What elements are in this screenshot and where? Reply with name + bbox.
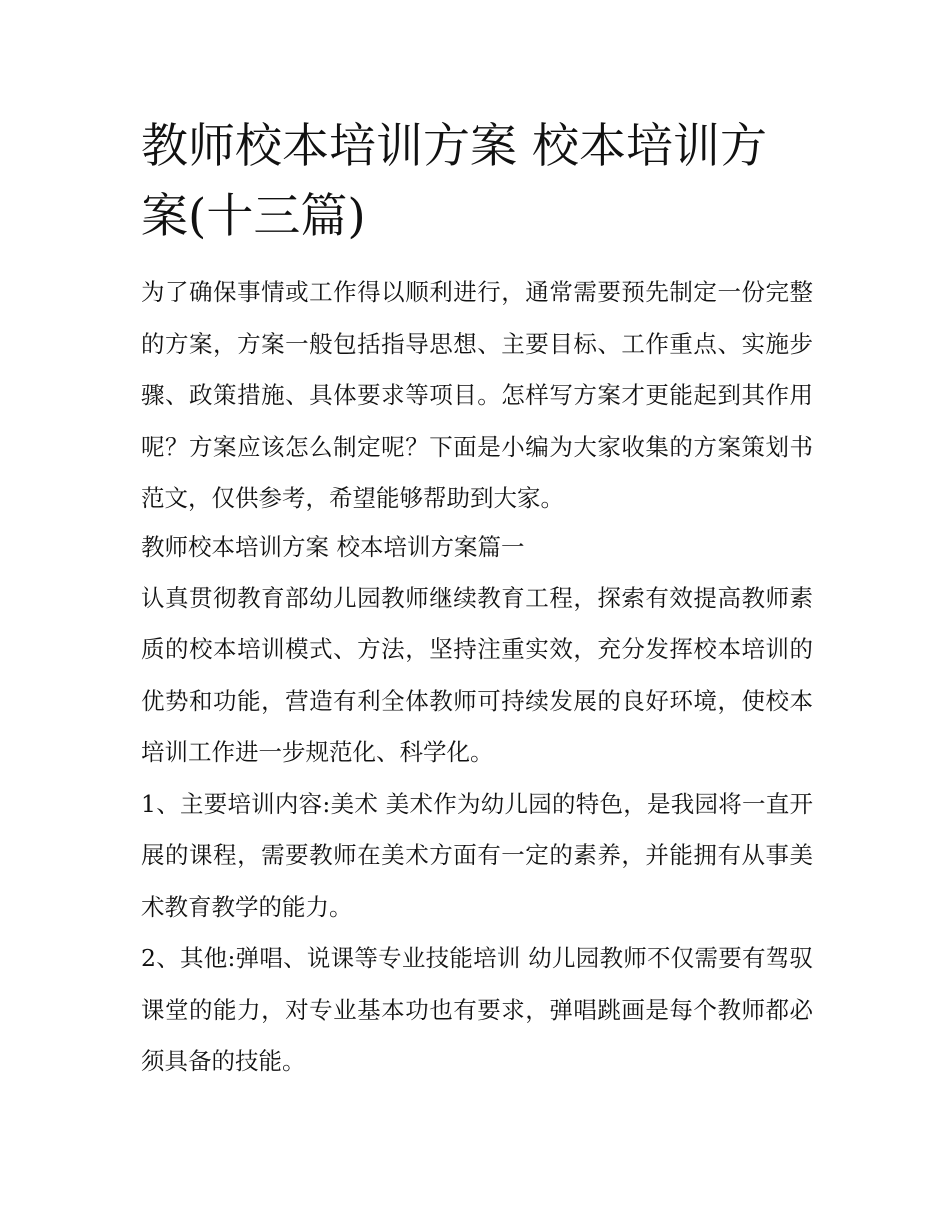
document-page — [141, 112, 813, 1088]
section-heading: 教师校本培训方案 校本培训方案篇一 — [141, 532, 525, 561]
list-item-1: 1、主要培训内容:美术 美术作为幼儿园的特色，是我园将一直开展的课程，需要教师在美术方面有一定的素养，并能拥有从事美术教育教学的能力。 — [141, 789, 813, 921]
section-paragraph: 认真贯彻教育部幼儿园教师继续教育工程，探索有效提高教师素质的校本培训模式、方法，坚持注重实效，充分发挥校本培训的优势和功能，营造有利全体教师可持续发展的良好环境，使校本培训工作进一步规范化、科学化。 — [141, 583, 813, 766]
list-item-2: 2、其他:弹唱、说课等专业技能培训 幼儿园教师不仅需要有驾驭课堂的能力，对专业基本功也有要求，弹唱跳画是每个教师都必须具备的技能。 — [141, 944, 813, 1075]
intro-paragraph: 为了确保事情或工作得以顺利进行，通常需要预先制定一份完整的方案，方案一般包括指导思想、主要目标、工作重点、实施步骤、政策措施、具体要求等项目。怎样写方案才更能起到其作用呢？方案应该怎么制定呢？下面是小编为大家收集的方案策划书范文，仅供参考，希望能够帮助到大家。 — [141, 278, 813, 512]
document-title: 教师校本培训方案 校本培训方案(十三篇) — [141, 119, 767, 244]
